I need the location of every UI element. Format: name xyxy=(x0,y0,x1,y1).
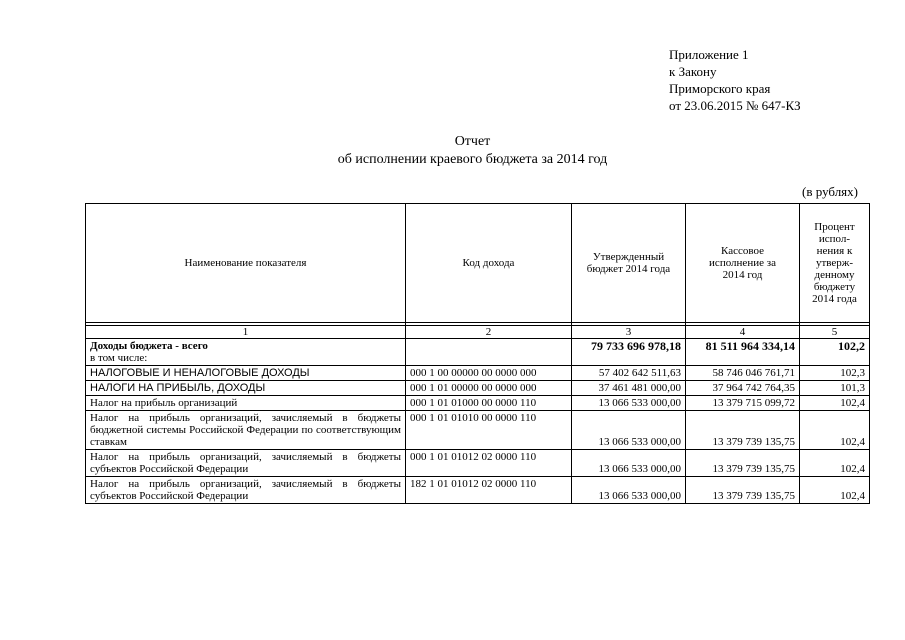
header-approved: Утвержденный бюджет 2014 года xyxy=(572,204,686,323)
row-percent: 101,3 xyxy=(800,381,870,396)
row-percent: 102,4 xyxy=(800,450,870,477)
row-code: 000 1 01 01012 02 0000 110 xyxy=(406,450,572,477)
row-name: Налог на прибыль организаций, зачисляемый в бюджеты бюджетной системы Российской Федерации по соответствующим ставкам xyxy=(86,411,406,450)
appendix-line-4: от 23.06.2015 № 647-КЗ xyxy=(669,98,801,113)
row-code: 000 1 01 01010 00 0000 110 xyxy=(406,411,572,450)
row-name: Налог на прибыль организаций xyxy=(86,396,406,411)
appendix-line-2: к Закону xyxy=(669,64,717,79)
row-executed: 13 379 739 135,75 xyxy=(686,477,800,504)
row-name: НАЛОГИ НА ПРИБЫЛЬ, ДОХОДЫ xyxy=(86,381,406,396)
table-row xyxy=(86,339,870,366)
title-line-1: Отчет xyxy=(454,134,491,149)
budget-table xyxy=(85,203,870,504)
header-name: Наименование показателя xyxy=(86,204,406,323)
row-executed: 37 964 742 764,35 xyxy=(686,381,800,396)
table-row xyxy=(86,411,870,450)
row-name: НАЛОГОВЫЕ И НЕНАЛОГОВЫЕ ДОХОДЫ xyxy=(86,366,406,381)
row-percent: 102,4 xyxy=(800,411,870,450)
column-numbers-row xyxy=(86,326,870,339)
row-code: 000 1 00 00000 00 0000 000 xyxy=(406,366,572,381)
row-approved: 13 066 533 000,00 xyxy=(572,450,686,477)
units-note: (в рублях) xyxy=(802,184,858,199)
table-row xyxy=(86,366,870,381)
row-executed: 13 379 715 099,72 xyxy=(686,396,800,411)
header-executed: Кассовое исполнение за 2014 год xyxy=(686,204,800,323)
row-approved: 13 066 533 000,00 xyxy=(572,396,686,411)
row-code: 000 1 01 00000 00 0000 000 xyxy=(406,381,572,396)
column-number: 3 xyxy=(572,326,686,339)
column-number: 1 xyxy=(86,326,406,339)
row-executed: 58 746 046 761,71 xyxy=(686,366,800,381)
row-code xyxy=(406,339,572,366)
row-approved: 37 461 481 000,00 xyxy=(572,381,686,396)
appendix-block xyxy=(669,46,801,114)
row-approved: 57 402 642 511,63 xyxy=(572,366,686,381)
table-row xyxy=(86,381,870,396)
title-line-2: об исполнении краевого бюджета за 2014 год xyxy=(337,152,608,167)
row-name-cell xyxy=(86,339,406,366)
table-row xyxy=(86,477,870,504)
row-name: Налог на прибыль организаций, зачисляемый в бюджеты субъектов Российской Федерации xyxy=(86,450,406,477)
column-number: 5 xyxy=(800,326,870,339)
column-number: 4 xyxy=(686,326,800,339)
row-executed: 81 511 964 334,14 xyxy=(686,339,800,366)
table-row xyxy=(86,396,870,411)
appendix-line-3: Приморского края xyxy=(669,81,771,96)
header-row xyxy=(86,204,870,323)
row-approved: 79 733 696 978,18 xyxy=(572,339,686,366)
header-percent: Процент испол- нения к утверж- денному бюджету 2014 года xyxy=(800,204,870,323)
appendix-line-1: Приложение 1 xyxy=(669,47,749,62)
document-title xyxy=(0,133,905,169)
column-number: 2 xyxy=(406,326,572,339)
row-code: 182 1 01 01012 02 0000 110 xyxy=(406,477,572,504)
row-name: Налог на прибыль организаций, зачисляемый в бюджеты субъектов Российской Федерации xyxy=(86,477,406,504)
row-executed: 13 379 739 135,75 xyxy=(686,450,800,477)
row-approved: 13 066 533 000,00 xyxy=(572,411,686,450)
row-percent: 102,4 xyxy=(800,396,870,411)
table-row xyxy=(86,450,870,477)
row-name: Доходы бюджета - всего xyxy=(90,340,208,352)
row-approved: 13 066 533 000,00 xyxy=(572,477,686,504)
row-executed: 13 379 739 135,75 xyxy=(686,411,800,450)
row-subname: в том числе: xyxy=(90,352,148,364)
header-code: Код дохода xyxy=(406,204,572,323)
row-percent: 102,2 xyxy=(800,339,870,366)
row-percent: 102,3 xyxy=(800,366,870,381)
row-percent: 102,4 xyxy=(800,477,870,504)
row-code: 000 1 01 01000 00 0000 110 xyxy=(406,396,572,411)
